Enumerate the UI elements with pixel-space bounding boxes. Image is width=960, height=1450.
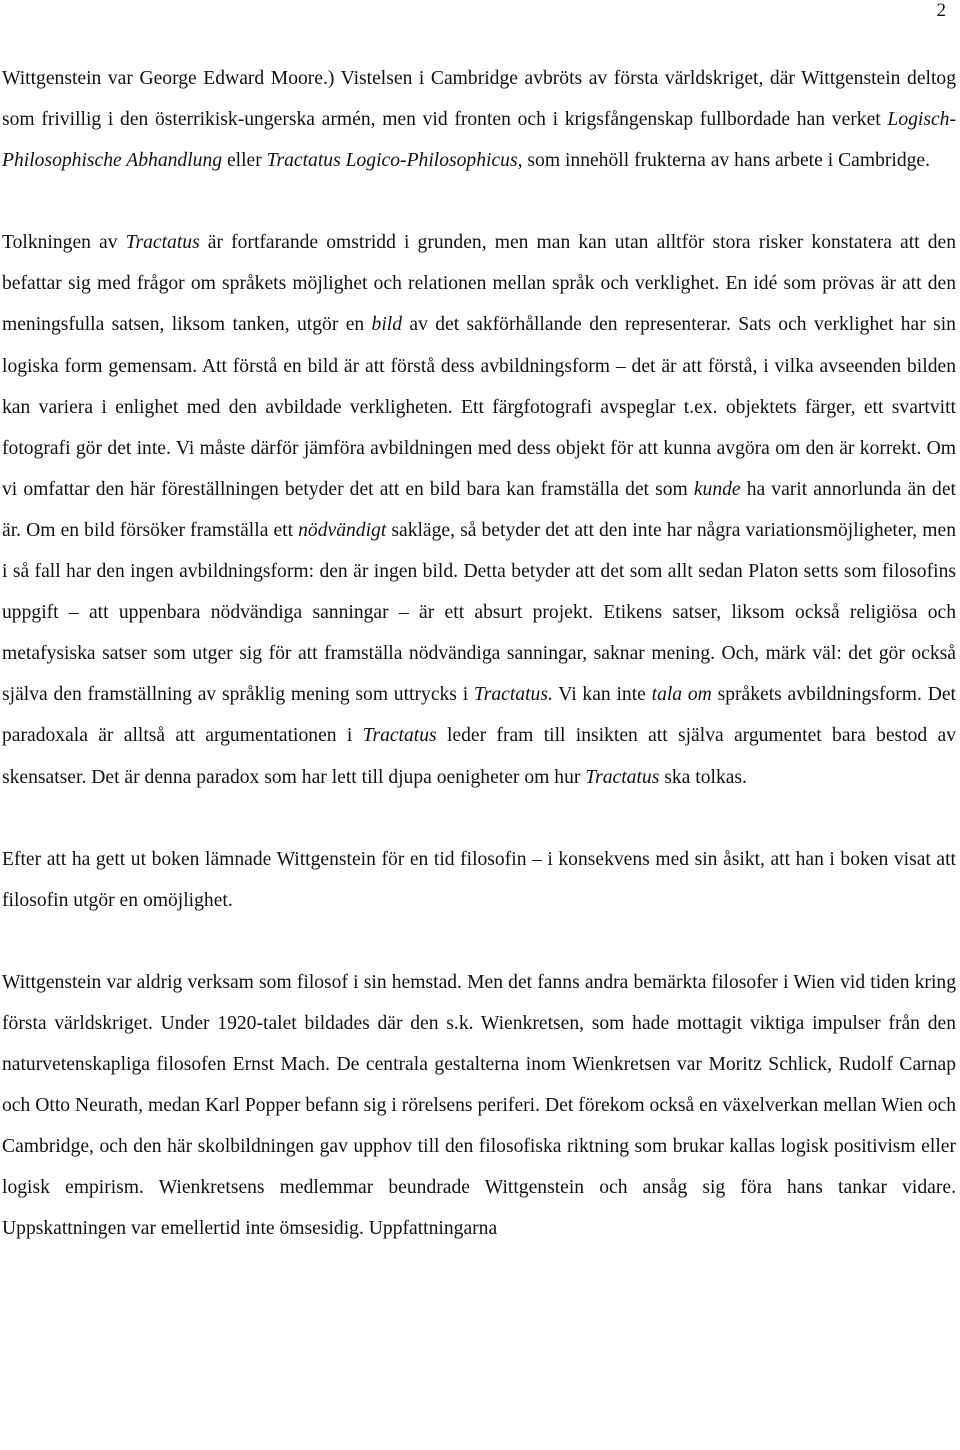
text-run: Wittgenstein var George Edward Moore.) Vistelsen i Cambridge avbröts av första världskriget, där Wittgenstein deltog som frivillig i den österrikisk-ungerska armén, men vid fronten och i krigsfångenskap fullbordade han verket	[2, 68, 956, 131]
italic-word: nödvändigt	[298, 519, 387, 541]
text-run: ska tolkas.	[659, 766, 747, 788]
paragraph-leaving-philosophy: Efter att ha gett ut boken lämnade Wittgenstein för en tid filosofin – i konsekvens med sin åsikt, att han i boken visat att filosofin utgör en omöjlighet.	[2, 848, 956, 911]
italic-word: Tractatus	[585, 766, 660, 788]
document-body	[2, 58, 956, 1249]
italic-word: Tractatus	[362, 725, 437, 747]
text-run: eller	[222, 150, 267, 172]
italic-word: Tractatus	[125, 232, 200, 254]
text-run: Vi kan inte	[552, 684, 652, 706]
text-run: sakläge, så betyder det att den inte har några variationsmöjligheter, men i så fall har den ingen avbildningsform: den är ingen bild. Detta betyder att det som allt sedan Platon setts som filosofins uppgift – att uppenbara nödvändiga sanningar – är ett absurt projekt. Etikens satser, liksom också religiösa och metafysiska satser som utger sig för att framställa nödvändiga sanningar, saknar mening. Och, märk väl: det gör också själva den framställning av språklig mening som uttrycks i	[2, 519, 956, 706]
text-run: Tolkningen av	[2, 232, 126, 254]
paragraph-vienna-circle: Wittgenstein var aldrig verksam som filosof i sin hemstad. Men det fanns andra bemärkta filosofer i Wien vid tiden kring första världskriget. Under 1920-talet bildades där den s.k. Wienkretsen, som hade mottagit viktiga impulser från den naturvetenskapliga filosofen Ernst Mach. De centrala gestalterna inom Wienkretsen var Moritz Schlick, Rudolf Carnap och Otto Neurath, medan Karl Popper befann sig i rörelsens periferi. Det förekom också en växelverkan mellan Wien och Cambridge, och den här skolbildningen gav upphov till den filosofiska riktning som brukar kallas logisk positivism eller logisk empirism. Wienkretsens medlemmar beundrade Wittgenstein och ansåg sig föra hans tankar vidare. Uppskattningen var emellertid inte ömsesidig. Uppfattningarna	[2, 971, 956, 1240]
text-run: , som innehöll frukterna av hans arbete i Cambridge.	[517, 150, 931, 172]
paragraph-tractatus-origin	[2, 58, 956, 181]
italic-title: Tractatus Logico-Philosophicus	[266, 150, 518, 172]
text-run: leder fram till insikten att själva argumentet bara bestod av skensatser. Det är denna paradox som har lett till djupa oenigheter om hur	[2, 725, 956, 788]
italic-word: bild	[371, 314, 403, 336]
italic-word: kunde	[693, 478, 741, 500]
italic-word: Tractatus.	[473, 684, 553, 706]
text-run: av det sakförhållande den representerar. Sats och verklighet har sin logiska form gemensam. Att förstå en bild är att förstå dess avbildningsform – det är att förstå, i vilka avseenden bilden kan variera i enlighet med den avbildade verkligheten. Ett färgfotografi avspeglar t.ex. objektets färger, ett svartvitt fotografi gör det inte. Vi måste därför jämföra avbildningen med dess objekt för att kunna avgöra om den är korrekt. Om vi omfattar den här föreställningen betyder det att en bild bara kan framställa det som	[2, 314, 956, 500]
text-run: ha varit annorlunda än det är. Om en bild försöker framställa ett	[2, 478, 956, 541]
italic-word: tala om	[651, 684, 712, 706]
italic-title: Logisch-Philosophische Abhandlung	[2, 109, 956, 172]
paragraph-tractatus-interpretation	[2, 222, 956, 797]
text-run: är fortfarande omstridd i grunden, men man kan utan alltför stora risker konstatera att den befattar sig med frågor om språkets möjlighet och relationen mellan språk och verklighet. En idé som prövas är att den meningsfulla satsen, liksom tanken, utgör en	[2, 232, 956, 336]
page-number: 2	[936, 0, 946, 21]
text-run: språkets avbildningsform. Det paradoxala är alltså att argumentationen i	[2, 684, 956, 747]
